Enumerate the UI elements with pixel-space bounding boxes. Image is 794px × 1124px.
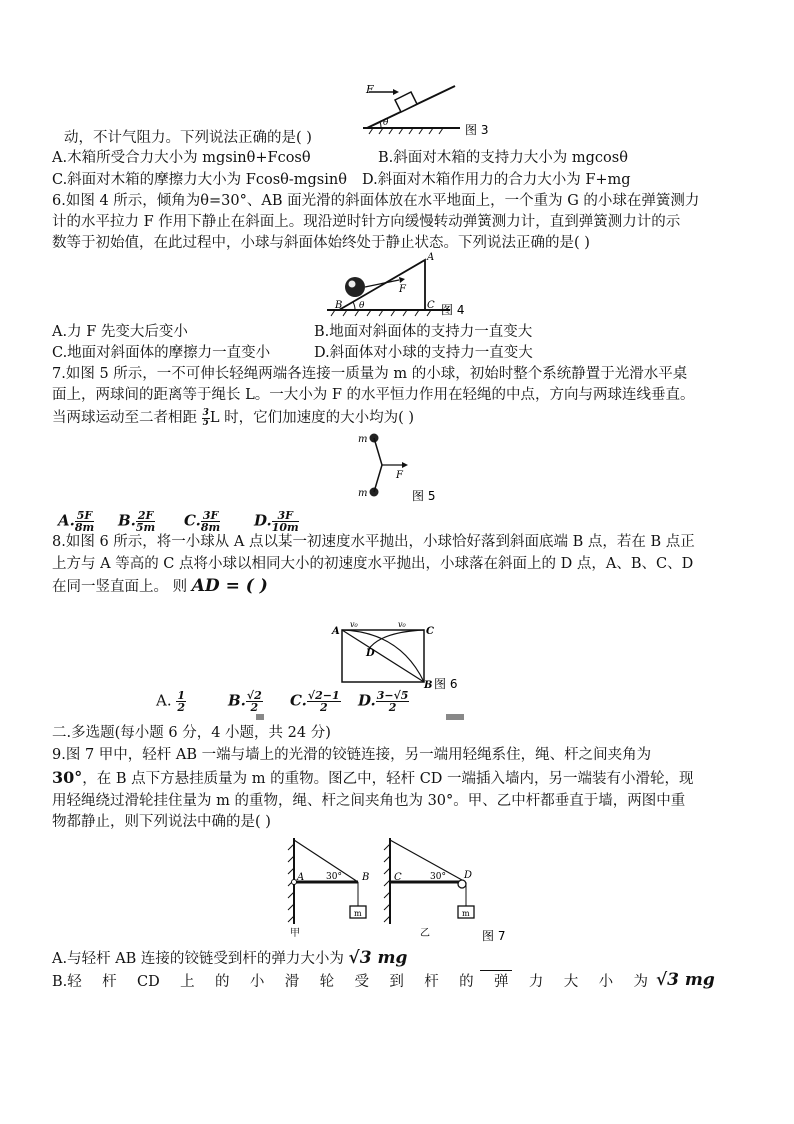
- q7-fraction-numerator: 3: [202, 407, 209, 418]
- fig7-angle-1: 30°: [326, 872, 342, 882]
- q9-stem-line2-rest: ，在 B 点下方悬挂质量为 m 的重物。图乙中，轻杆 CD 一端插入墙内，另一端装有小滑轮，现: [82, 771, 694, 787]
- q9-stem-line3: 用轻绳绕过滑轮挂住量为 m 的重物，绳、杆之间夹角也为 30°。甲、乙中杆都垂直于墙，两图中重: [52, 793, 686, 809]
- q8-stem-line3-pre: 在同一竖直面上。 则: [52, 579, 192, 595]
- q7-option-a-fraction: [75, 510, 94, 533]
- fig4-C-label: C: [427, 300, 435, 311]
- q9-option-b-char: 杆: [102, 974, 117, 990]
- q8-option-b: [228, 690, 263, 713]
- figure-5: [350, 430, 450, 510]
- q8-stem-math-ad: AD = ( ): [191, 576, 268, 596]
- q7-option-a: [58, 510, 94, 533]
- figure-6: [330, 618, 470, 690]
- q9-option-b-char: 轮: [319, 974, 335, 990]
- fig7-C-label: C: [394, 872, 402, 883]
- q7-stem-line3: [52, 408, 414, 428]
- q7-option-c: [184, 510, 220, 533]
- q8-option-d-denominator: 2: [388, 701, 397, 714]
- q9-option-b-text: [52, 972, 648, 992]
- fig6-v0-left-label: v₀: [350, 620, 358, 629]
- q9-option-b-char: 小: [598, 974, 614, 990]
- fig3-caption: 图 3: [465, 123, 489, 137]
- q7-option-d-fraction: [272, 510, 299, 533]
- q7-option-d-denominator: 10m: [271, 521, 299, 534]
- q9-option-b-math-value: √3 mg: [656, 970, 715, 990]
- fig7-jia-label: 甲: [290, 928, 300, 939]
- fig6-A-label: A: [332, 626, 340, 637]
- q8-option-b-letter: B.: [228, 691, 246, 710]
- q9-option-b-char: B.轻: [52, 974, 82, 990]
- q8-option-c-fraction: [307, 690, 341, 713]
- fig4-A-label: A: [427, 252, 435, 263]
- fig6-D-label: D: [366, 648, 375, 659]
- q6-option-d: D.斜面体对小球的支持力一直变大: [314, 345, 533, 361]
- q9-option-a: [52, 948, 407, 969]
- q7-option-d-letter: D.: [254, 511, 272, 530]
- figure-7: [280, 832, 520, 944]
- q8-option-c-letter: C.: [290, 691, 307, 710]
- fig5-caption: 图 5: [412, 489, 436, 503]
- q9-option-b-overline: [480, 970, 512, 971]
- fig6-B-label: B: [424, 680, 433, 690]
- q8-option-a: [156, 690, 186, 713]
- q7-option-c-denominator: 8m: [200, 521, 221, 534]
- q8-option-b-fraction: [246, 690, 263, 713]
- q9-option-b-char: 的: [215, 974, 230, 990]
- scan-mark: [446, 714, 464, 720]
- q5-option-b: B.斜面对木箱的支持力大小为 mgcosθ: [378, 150, 628, 166]
- fig7-weight-1: m: [354, 909, 362, 918]
- q9-stem-line1: 9.图 7 甲中，轻杆 AB 一端与墙上的光滑的铰链连接，另一端用轻绳系住，绳、杆之间夹角为: [52, 747, 652, 763]
- fig7-yi-label: 乙: [420, 928, 430, 939]
- q9-option-b-char: 小: [249, 974, 265, 990]
- fig4-B-label: B: [335, 300, 343, 311]
- fig3-theta-label: θ: [383, 118, 389, 128]
- q8-option-c-denominator: 2: [319, 701, 328, 714]
- q8-option-d-letter: D.: [358, 691, 376, 710]
- fig7-angle-2: 30°: [430, 872, 446, 882]
- q8-option-c-numerator: √2−1: [307, 689, 340, 702]
- q9-option-b-math: [656, 970, 715, 991]
- q9-option-b-char: 弹: [494, 974, 509, 990]
- q9-stem-line2: [52, 768, 694, 789]
- q7-option-d: [254, 510, 299, 533]
- q6-option-c: C.地面对斜面体的摩擦力一直变小: [52, 345, 271, 361]
- q6-stem-line1: 6.如图 4 所示，倾角为θ=30°、AB 面光滑的斜面体放在水平地面上，一个重为 G 的小球在弹簧测力: [52, 193, 700, 209]
- fig6-caption: 图 6: [434, 677, 458, 690]
- q9-option-b-char: 受: [354, 974, 369, 990]
- q8-option-d-numerator: 3−√5: [376, 689, 409, 702]
- q7-stem-line2: 面上，两球间的距离等于绳长 L。一大小为 F 的水平恒力作用在轻绳的中点，方向与两球连线垂直。: [52, 387, 695, 403]
- fig5-m-top-label: m: [358, 434, 368, 445]
- q5-option-c: C.斜面对木箱的摩擦力大小为 Fcosθ-mgsinθ: [52, 172, 347, 188]
- q9-option-b-char: 大: [563, 974, 579, 990]
- q7-stem-line3-pre: 当两球运动至二者相距: [52, 410, 202, 426]
- fig3-F-label: F: [366, 83, 374, 96]
- fig7-B-label: B: [362, 872, 370, 883]
- q9-option-b-char: 为: [633, 974, 648, 990]
- q9-option-a-math: √3 mg: [348, 948, 408, 968]
- q7-option-a-numerator: 5F: [76, 509, 93, 522]
- fig7-weight-2: m: [462, 909, 470, 918]
- q7-fraction-denominator: 5: [202, 417, 209, 428]
- q7-option-b-numerator: 2F: [137, 509, 154, 522]
- fig6-C-label: C: [426, 626, 434, 637]
- q9-option-b-char: 杆: [424, 974, 439, 990]
- q8-option-a-denominator: 2: [177, 701, 186, 714]
- q9-option-b-char: 上: [180, 974, 195, 990]
- q8-stem-line3: [52, 576, 268, 597]
- q7-option-a-letter: A.: [58, 511, 75, 530]
- q8-stem-line1: 8.如图 6 所示，将一小球从 A 点以某一初速度水平抛出，小球恰好落到斜面底端 B 点，若在 B 点正: [52, 534, 695, 550]
- q6-option-b: B.地面对斜面体的支持力一直变大: [314, 324, 533, 340]
- q7-option-c-fraction: [201, 510, 220, 533]
- fig5-F-label: F: [396, 470, 403, 481]
- q6-option-a: A.力 F 先变大后变小: [52, 324, 188, 340]
- figure-3: [355, 78, 505, 140]
- section-2-heading: 二.多选题(每小题 6 分，4 小题，共 24 分): [52, 725, 331, 741]
- q7-option-b-fraction: [136, 510, 155, 533]
- fig4-theta-label: θ: [359, 301, 365, 311]
- q9-option-a-text: A.与轻杆 AB 连接的铰链受到杆的弹力大小为: [52, 951, 349, 967]
- q9-option-b-char: 到: [389, 974, 404, 990]
- q7-option-b-letter: B.: [118, 511, 136, 530]
- q8-option-a-fraction: [176, 690, 186, 713]
- q8-option-d: [358, 690, 409, 713]
- fig5-m-bottom-label: m: [358, 488, 368, 499]
- q7-option-a-denominator: 8m: [74, 521, 95, 534]
- q8-option-b-numerator: √2: [246, 689, 262, 702]
- q7-option-c-letter: C.: [184, 511, 201, 530]
- q7-stem-line3-post: L 时，它们加速度的大小均为( ): [209, 410, 415, 426]
- q9-angle-30: 30°: [52, 768, 83, 787]
- q7-option-d-numerator: 3F: [272, 510, 299, 522]
- q6-stem-line2: 计的水平拉力 F 作用下静止在斜面上。现沿逆时针方向缓慢转动弹簧测力计，直到弹簧测力计的示: [52, 214, 681, 230]
- q9-option-b-char: CD: [137, 974, 160, 990]
- q9-stem-line4: 物都静止，则下列说法中确的是( ): [52, 814, 271, 830]
- q8-option-a-numerator: 1: [177, 689, 186, 702]
- q9-option-b-char: 力: [528, 974, 544, 990]
- q8-option-a-letter: A.: [156, 691, 172, 710]
- fig7-D-label: D: [464, 870, 473, 881]
- fig6-v0-right-label: v₀: [398, 620, 406, 629]
- fig7-caption: 图 7: [482, 929, 506, 943]
- q8-stem-line2: 上方与 A 等高的 C 点将小球以相同大小的初速度水平抛出，小球落在斜面上的 D 点，A、B、C、D: [52, 556, 694, 572]
- q5-stem-tail: 动，不计气阻力。下列说法正确的是( ): [64, 130, 312, 146]
- q7-stem-line1: 7.如图 5 所示，一不可伸长轻绳两端各连接一质量为 m 的小球，初始时整个系统静置于光滑水平桌: [52, 366, 688, 382]
- scan-mark: [256, 714, 264, 720]
- q7-option-b-denominator: 5m: [135, 521, 156, 534]
- q8-option-b-denominator: 2: [250, 701, 259, 714]
- q6-stem-line3: 数等于初始值，在此过程中，小球与斜面体始终处于静止状态。下列说法正确的是( ): [52, 235, 590, 251]
- q5-option-a: A.木箱所受合力大小为 mgsinθ+Fcosθ: [52, 150, 311, 166]
- q7-fraction-3-5: [202, 409, 210, 428]
- fig7-A-label: A: [297, 872, 305, 883]
- q8-option-c: [290, 690, 341, 713]
- q8-option-d-fraction: [376, 690, 410, 713]
- fig4-F-label: F: [399, 284, 406, 295]
- fig4-caption: 图 4: [441, 303, 465, 317]
- q9-option-b-char: 滑: [284, 974, 300, 990]
- q5-option-d: D.斜面对木箱作用力的合力大小为 F+mg: [362, 172, 631, 188]
- figure-4: [325, 252, 485, 322]
- q7-option-c-numerator: 3F: [202, 509, 219, 522]
- q9-option-b-char: 的: [459, 974, 474, 990]
- q7-option-b: [118, 510, 155, 533]
